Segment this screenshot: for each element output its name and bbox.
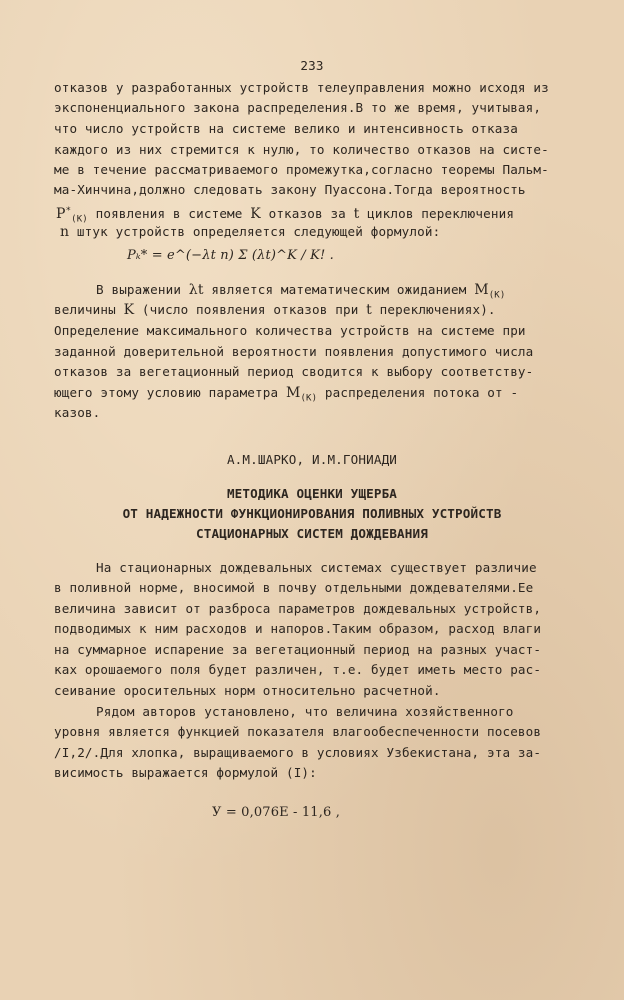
symbol-t: t [366, 302, 372, 318]
text-run: штук устройств определяется следующей формулой: [69, 224, 441, 239]
paragraph-line: отказов у разработанных устройств телеуправления можно исходя из [54, 80, 549, 95]
text-run: появления в системе [87, 206, 251, 222]
paragraph-line: На стационарных дождевальных системах существует различие [96, 560, 537, 575]
paragraph-line: уровня является функцией показателя влагообеспеченности посевов [54, 724, 542, 739]
paragraph-line [54, 302, 496, 318]
formula-poisson: Pₖ* = e^(−λt n) Σ (λt)^K / K! . [127, 248, 334, 263]
text-run: распределения потока от - [317, 385, 519, 400]
paragraph-line: сеивание оросительных норм относительно расчетной. [54, 683, 441, 698]
symbol-k: K [250, 206, 261, 223]
paragraph-line: Определение максимального количества устройств на системе при [54, 323, 526, 338]
text-run: (число появления отказов при [134, 302, 367, 317]
probability-symbol-sub: (K) [71, 214, 88, 225]
paragraph-line: экспоненциального закона распределения.В то же время, учитывая, [54, 100, 542, 115]
text-run: В выражении [96, 282, 189, 297]
paragraph-line: в поливной норме, вносимой в почву отдельными дождевателями.Ее [54, 580, 534, 595]
paragraph-line: ма-Хинчина,должно следовать закону Пуассона.Тогда вероятность [54, 182, 526, 197]
paragraph-line: /I,2/.Для хлопка, выращиваемого в условиях Узбекистана, эта за- [54, 745, 542, 760]
paragraph-line [54, 385, 518, 407]
text-run: ющего этому условию параметра [54, 385, 286, 400]
paragraph-line: казов. [54, 405, 101, 420]
symbol-m-sub: (K) [300, 393, 318, 404]
paragraph-line: величина зависит от разброса параметров дождевальных устройств, [54, 601, 542, 616]
paragraph-line [60, 224, 440, 240]
paragraph-line: на суммарное испарение за вегетационный период на разных участ- [54, 642, 542, 657]
paragraph-line: заданной доверительной вероятности появления допустимого числа [54, 344, 534, 359]
text-run: является математическим ожиданием [203, 282, 475, 297]
article-title-line: МЕТОДИКА ОЦЕНКИ УЩЕРБА [226, 486, 398, 501]
article-title-line: СТАЦИОНАРНЫХ СИСТЕМ ДОЖДЕВАНИЯ [196, 526, 428, 541]
paragraph-line: висимость выражается формулой (I): [54, 765, 317, 780]
symbol-lambda-t: λt [188, 282, 204, 298]
symbol-m: M [285, 385, 301, 401]
paragraph-line: подводимых к ним расходов и напоров.Таким образом, расход влаги [54, 621, 542, 636]
paragraph-line: каждого из них стремится к нулю, то количество отказов на систе- [54, 142, 549, 157]
formula-yield: У = 0,076Е - 11,6 , [212, 805, 340, 820]
paragraph-line [96, 282, 505, 304]
paragraph-line: ках орошаемого поля будет различен, т.е. будет иметь место рас- [54, 662, 542, 677]
paragraph-line: Рядом авторов установлено, что величина хозяйственного [96, 704, 514, 719]
text-run: величины [54, 302, 124, 317]
page-number: 233 [300, 58, 324, 73]
paragraph-line: отказов за вегетационный период сводится к выбору соответству- [54, 364, 534, 379]
symbol-k: K [123, 302, 135, 318]
article-authors: А.М.ШАРКО, И.М.ГОНИАДИ [226, 452, 398, 467]
symbol-t: t [353, 206, 360, 223]
article-title-line: ОТ НАДЕЖНОСТИ ФУНКЦИОНИРОВАНИЯ ПОЛИВНЫХ УСТРОЙСТВ [122, 506, 502, 521]
paragraph-line: что число устройств на системе велико и интенсивность отказа [54, 121, 518, 136]
text-run: переключениях). [371, 302, 496, 317]
text-run: циклов переключения [359, 206, 515, 222]
probability-symbol: P [56, 206, 66, 223]
symbol-m: M [474, 282, 489, 298]
probability-symbol-sup: * [65, 206, 72, 216]
text-run: отказов за [260, 206, 354, 222]
symbol-m-sub: (K) [488, 290, 506, 301]
symbol-n: n [60, 224, 70, 240]
paragraph-line: ме в течение рассматриваемого промежутка,согласно теоремы Пальм- [54, 162, 549, 177]
